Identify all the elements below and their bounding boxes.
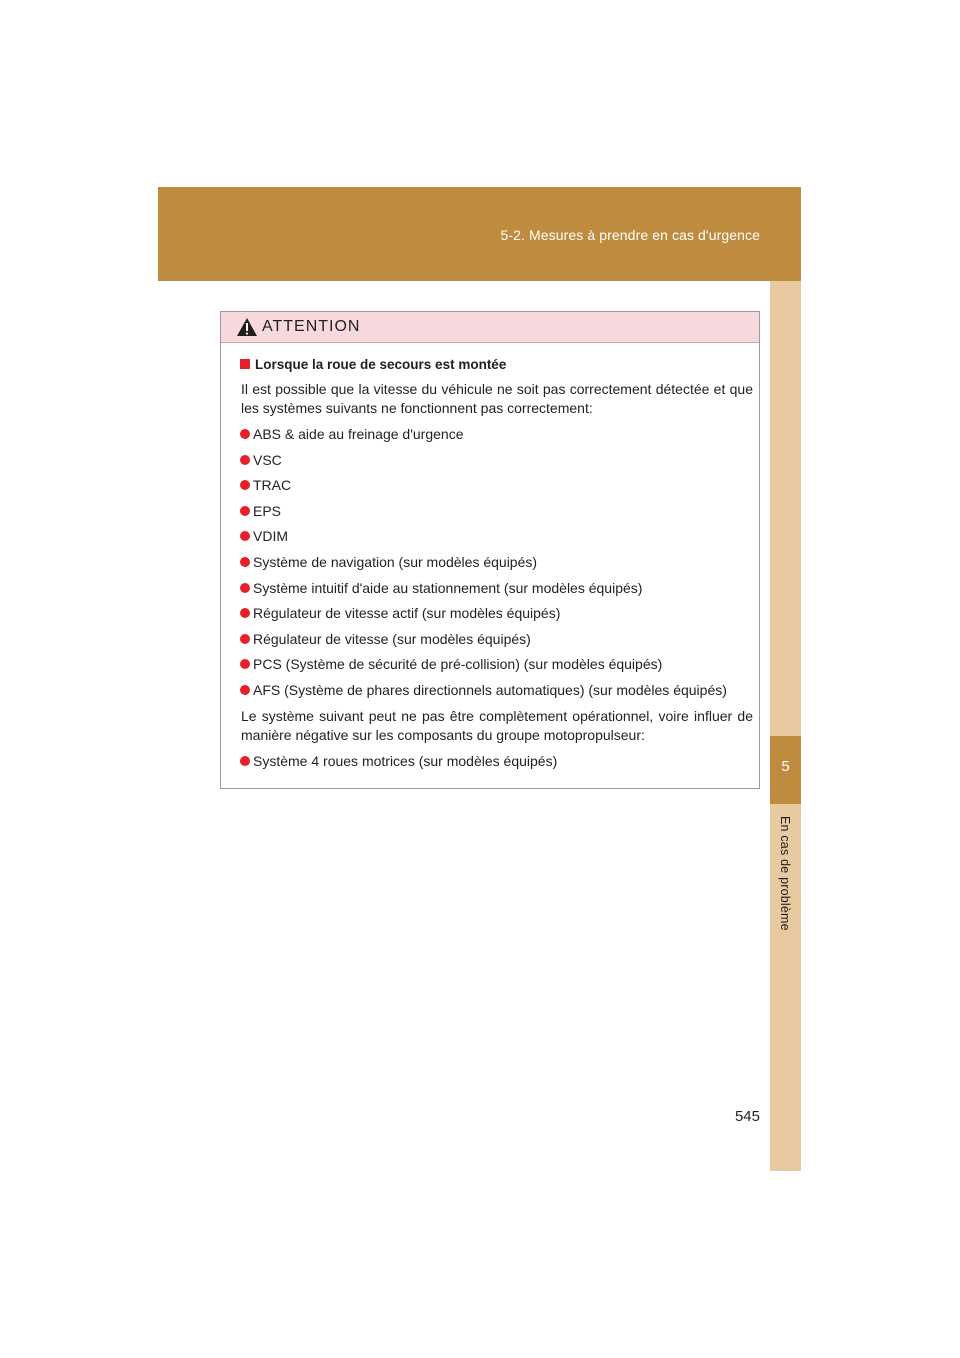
list-item-text: EPS xyxy=(253,502,282,519)
bullet-dot-icon xyxy=(240,455,250,465)
bullet-dot-icon xyxy=(240,557,250,567)
bullet-dot-icon xyxy=(240,756,250,766)
intro-paragraph: Il est possible que la vitesse du véhicule ne soit pas correctement détectée et que les systèmes suivants ne fonctionnent pas correctement: xyxy=(241,381,753,416)
bullet-dot-icon xyxy=(240,685,250,695)
bullet-dot-icon xyxy=(240,634,250,644)
chapter-label: En cas de problème xyxy=(778,816,792,931)
warning-triangle-icon xyxy=(236,317,258,337)
chapter-header xyxy=(158,187,801,281)
list-item xyxy=(240,655,753,674)
list-item-text: TRAC xyxy=(253,477,292,494)
bullet-dot-icon xyxy=(240,659,250,669)
list-item xyxy=(240,752,753,771)
list-item-text: Système 4 roues motrices (sur modèles équipés) xyxy=(253,752,558,769)
list-item-text: Régulateur de vitesse (sur modèles équipés) xyxy=(253,630,531,647)
list-item xyxy=(240,502,753,521)
list-item xyxy=(240,630,753,649)
list-item xyxy=(240,527,753,546)
page-number: 545 xyxy=(734,1108,760,1125)
square-bullet-icon xyxy=(240,359,250,369)
second-system-list xyxy=(240,752,753,771)
attention-header xyxy=(221,312,759,343)
bullet-dot-icon xyxy=(240,583,250,593)
active-chapter-tab xyxy=(770,736,801,804)
section-heading-text: Lorsque la roue de secours est montée xyxy=(255,357,507,372)
attention-box xyxy=(220,311,760,789)
bullet-dot-icon xyxy=(240,506,250,516)
chapter-side-tab xyxy=(770,281,801,1171)
bullet-dot-icon xyxy=(240,608,250,618)
attention-body xyxy=(221,343,759,771)
list-item-text: Régulateur de vitesse actif (sur modèles équipés) xyxy=(253,605,561,622)
list-item-text: Système intuitif d'aide au stationnement (sur modèles équipés) xyxy=(253,579,643,596)
chapter-number: 5 xyxy=(781,758,790,775)
list-item-text: VSC xyxy=(253,451,282,468)
section-title: 5-2. Mesures à prendre en cas d'urgence xyxy=(500,227,760,243)
list-item xyxy=(240,476,753,495)
second-paragraph: Le système suivant peut ne pas être complètement opérationnel, voire influer de manière négative sur les composants du groupe motopropulseur: xyxy=(241,707,753,743)
attention-title: ATTENTION xyxy=(262,318,361,335)
system-list xyxy=(240,425,753,700)
bullet-dot-icon xyxy=(240,531,250,541)
list-item-text: PCS (Système de sécurité de pré-collision) (sur modèles équipés) xyxy=(253,656,663,673)
bullet-dot-icon xyxy=(240,429,250,439)
list-item xyxy=(240,681,753,700)
list-item xyxy=(240,604,753,623)
list-item xyxy=(240,425,753,444)
list-item xyxy=(240,553,753,572)
section-heading xyxy=(240,355,753,374)
list-item xyxy=(240,451,753,470)
bullet-dot-icon xyxy=(240,480,250,490)
list-item-text: AFS (Système de phares directionnels automatiques) (sur modèles équipés) xyxy=(253,681,727,698)
list-item-text: Système de navigation (sur modèles équipés) xyxy=(253,553,538,570)
list-item-text: VDIM xyxy=(253,528,288,545)
list-item-text: ABS & aide au freinage d'urgence xyxy=(253,426,464,442)
list-item xyxy=(240,579,753,598)
